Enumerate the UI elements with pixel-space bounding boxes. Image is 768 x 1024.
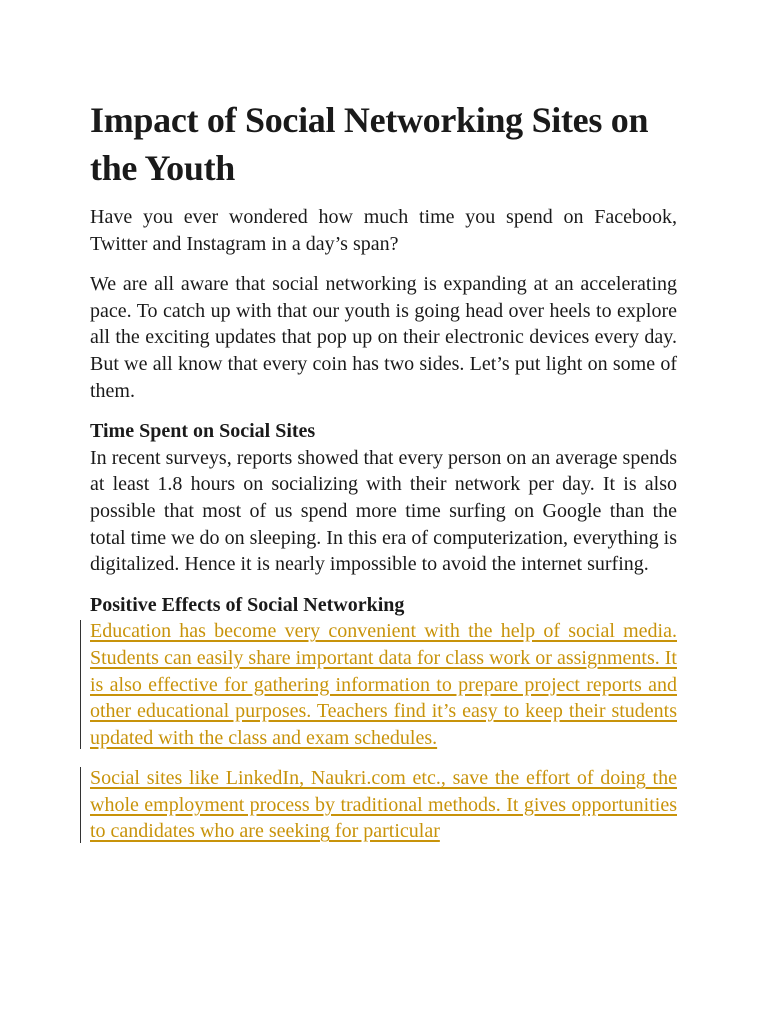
section-body-time-spent: In recent surveys, reports showed that every person on an average spends at least 1.8 hours on socializing with their network per day. It is also possible that most of us spend more time surfing on Google than the total time we do on sleeping. In this era of computerization, everything is digitalized. Hence it is nearly impossible to avoid the internet surfing. [90, 446, 677, 576]
tracked-change-education[interactable] [90, 618, 677, 751]
section-positive-effects [90, 592, 677, 845]
change-bar [80, 620, 81, 749]
change-bar [80, 767, 81, 843]
page-title: Impact of Social Networking Sites on the Youth [90, 100, 649, 188]
section-time-spent [90, 418, 677, 578]
tracked-change-employment[interactable] [90, 765, 677, 845]
overview-paragraph: We are all aware that social networking is expanding at an accelerating pace. To catch up with that our youth is going head over heels to explore all the exciting updates that pop up on their electronic devices every day. But we all know that every coin has two sides. Let’s put light on some of them. [90, 273, 677, 402]
section-heading-time-spent: Time Spent on Social Sites [90, 420, 316, 443]
intro-paragraph: Have you ever wondered how much time you spend on Facebook, Twitter and Instagram in a day’s span? [90, 206, 677, 255]
tracked-change-education-text: Education has become very convenient with the help of social media. Students can easily share important data for class work or assignments. It is also effective for gathering information to prepare project reports and other educational purposes. Teachers find it’s easy to keep their students updated with the class and exam schedules. [90, 620, 677, 749]
document-page [90, 96, 677, 859]
tracked-change-employment-text: Social sites like LinkedIn, Naukri.com etc., save the effort of doing the whole employment process by traditional methods. It gives opportunities to candidates who are seeking for particular [90, 767, 677, 843]
section-heading-positive-effects: Positive Effects of Social Networking [90, 593, 405, 616]
